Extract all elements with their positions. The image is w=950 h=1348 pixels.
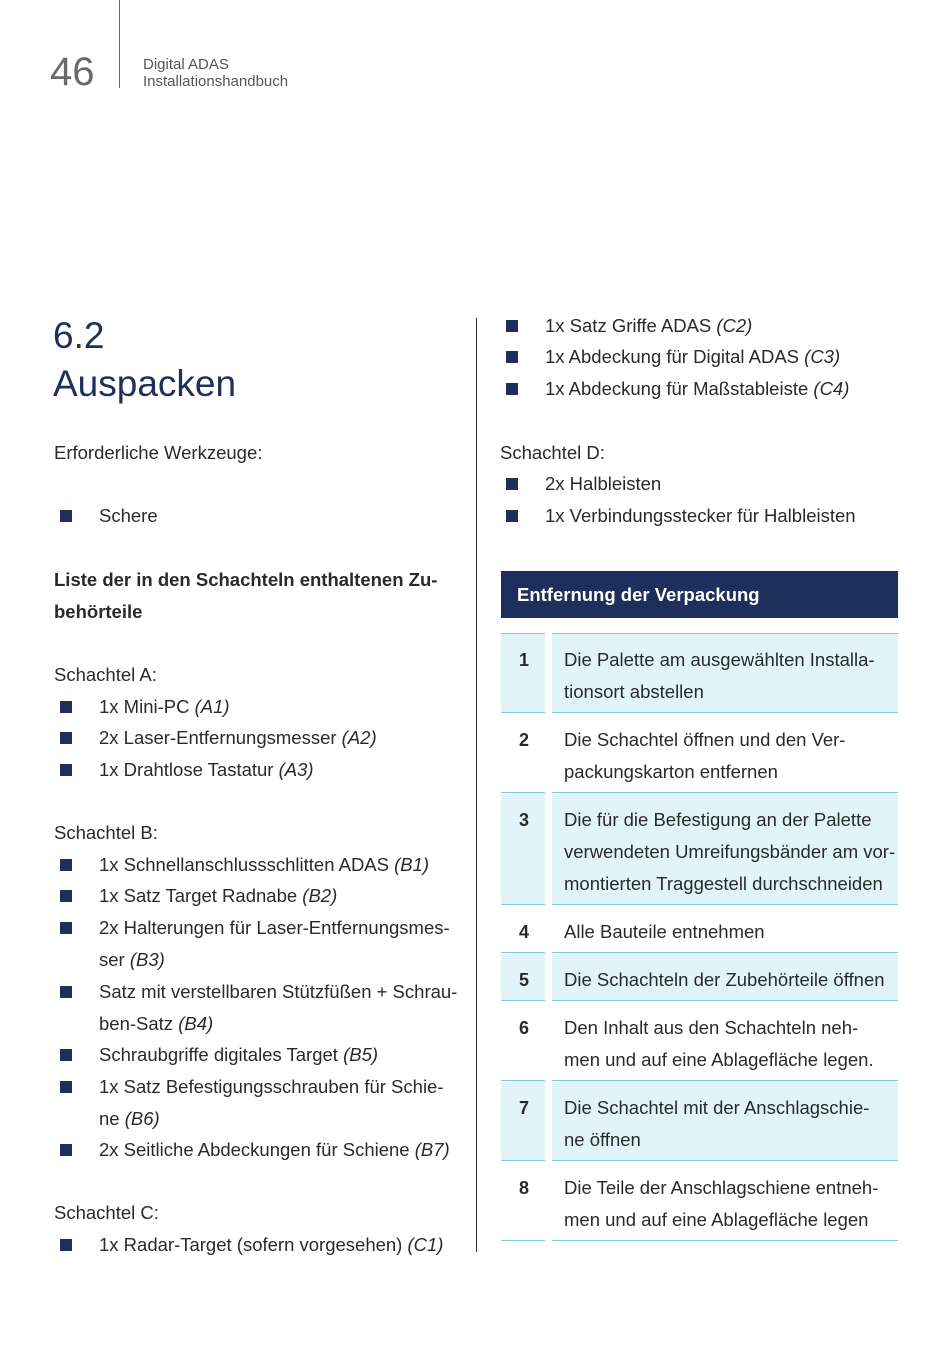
step-text-cell bbox=[552, 1082, 898, 1161]
bullet-icon bbox=[60, 890, 72, 902]
item-text: 1x Abdeckung für Digital ADAS bbox=[545, 346, 805, 367]
step-text-cell bbox=[552, 714, 898, 793]
step-text-cell bbox=[552, 954, 898, 1001]
list-item: 2x Halbleisten bbox=[545, 473, 662, 494]
item-ref: (C1) bbox=[407, 1234, 444, 1255]
list-item bbox=[545, 310, 752, 342]
bullet-icon bbox=[60, 732, 72, 744]
list-item bbox=[545, 373, 849, 405]
step-number-cell bbox=[501, 794, 545, 905]
item-text: 1x Schnellanschlussschlitten ADAS bbox=[99, 854, 395, 875]
list-item bbox=[99, 880, 337, 912]
step-text-cell bbox=[552, 906, 898, 953]
step-number-cell bbox=[501, 634, 545, 713]
box-b-label: Schachtel B: bbox=[54, 822, 158, 843]
step-text-cell bbox=[552, 794, 898, 905]
section-number: 6.2 bbox=[53, 315, 105, 356]
step-number-cell bbox=[501, 714, 545, 793]
step-number: 7 bbox=[519, 1098, 530, 1118]
item-ref: (B5) bbox=[343, 1044, 379, 1065]
item-text: 1x Radar-Target (sofern vorgesehen) bbox=[99, 1234, 408, 1255]
step-number-cell bbox=[501, 1162, 545, 1241]
document-title bbox=[143, 56, 288, 90]
table-header: Entfernung der Verpackung bbox=[501, 571, 898, 618]
bullet-icon bbox=[60, 764, 72, 776]
bullet-icon bbox=[506, 320, 518, 332]
list-item bbox=[99, 1134, 450, 1166]
bullet-icon bbox=[60, 701, 72, 713]
list-item bbox=[99, 1229, 443, 1261]
item-text: ben-Satz bbox=[99, 1013, 179, 1034]
list-item: 1x Verbindungsstecker für Halbleisten bbox=[545, 505, 856, 526]
bullet-icon bbox=[60, 1049, 72, 1061]
item-ref: (C4) bbox=[813, 378, 850, 399]
item-text: 2x Seitliche Abdeckungen für Schiene bbox=[99, 1139, 415, 1160]
item-ref: (B4) bbox=[178, 1013, 214, 1034]
bullet-icon bbox=[60, 922, 72, 934]
item-text: 1x Satz Griffe ADAS bbox=[545, 315, 717, 336]
bullet-icon bbox=[506, 383, 518, 395]
step-text-line: Die Schachtel öffnen und den Ver- bbox=[564, 729, 846, 750]
list-item bbox=[99, 754, 314, 786]
step-number: 1 bbox=[519, 650, 530, 670]
item-ref: (A1) bbox=[194, 696, 230, 717]
step-text-line: Die Teile der Anschlagschiene entneh- bbox=[564, 1177, 879, 1198]
document-title-line1: Digital ADAS bbox=[143, 56, 229, 73]
list-heading-line1: Liste der in den Schachteln enthaltenen Zu- bbox=[54, 569, 438, 590]
tools-label: Erforderliche Werkzeuge: bbox=[54, 442, 263, 463]
item-text: 2x Laser-Entfernungsmesser bbox=[99, 727, 342, 748]
step-text-line: men und auf eine Ablagefläche legen bbox=[564, 1209, 869, 1230]
column-divider bbox=[476, 318, 477, 1252]
step-number: 3 bbox=[519, 810, 530, 830]
step-number: 8 bbox=[519, 1178, 530, 1198]
step-text-line: montierten Traggestell durchschneiden bbox=[564, 873, 883, 894]
item-ref: (B3) bbox=[129, 949, 165, 970]
item-text: Schraubgriffe digitales Target bbox=[99, 1044, 344, 1065]
step-number-cell bbox=[501, 1082, 545, 1161]
bullet-icon bbox=[60, 1239, 72, 1251]
step-text-line: men und auf eine Ablagefläche legen. bbox=[564, 1049, 874, 1070]
step-text-cell bbox=[552, 1162, 898, 1241]
list-item-line2 bbox=[99, 944, 165, 976]
item-ref: (B1) bbox=[394, 854, 430, 875]
step-text-line: Alle Bauteile entnehmen bbox=[564, 921, 765, 942]
box-c-label: Schachtel C: bbox=[54, 1202, 159, 1223]
list-item-line2 bbox=[99, 1103, 160, 1135]
bullet-icon bbox=[506, 351, 518, 363]
tool-item: Schere bbox=[99, 505, 158, 526]
item-ref: (B2) bbox=[302, 885, 338, 906]
section-title: Auspacken bbox=[53, 363, 237, 404]
item-ref: (C2) bbox=[716, 315, 753, 336]
step-number-cell bbox=[501, 1002, 545, 1081]
header-divider bbox=[119, 0, 120, 88]
step-text-cell bbox=[552, 1002, 898, 1081]
item-ref: (C3) bbox=[804, 346, 841, 367]
step-number: 2 bbox=[519, 730, 530, 750]
step-number: 4 bbox=[519, 922, 530, 942]
list-heading-line2: behörteile bbox=[54, 601, 143, 622]
step-number: 5 bbox=[519, 970, 530, 990]
list-item-line1: Satz mit verstellbaren Stützfüßen + Schrau- bbox=[99, 981, 458, 1002]
bullet-icon bbox=[60, 986, 72, 998]
step-number-cell bbox=[501, 906, 545, 953]
bullet-icon bbox=[506, 510, 518, 522]
bullet-icon bbox=[60, 1144, 72, 1156]
step-number: 6 bbox=[519, 1018, 530, 1038]
item-text: 1x Mini-PC bbox=[99, 696, 195, 717]
bullet-icon bbox=[60, 1081, 72, 1093]
item-text: 1x Drahtlose Tastatur bbox=[99, 759, 279, 780]
list-item-line1: 2x Halterungen für Laser-Entfernungsmes- bbox=[99, 917, 450, 938]
step-text-line: verwendeten Umreifungsbänder am vor- bbox=[564, 841, 896, 862]
box-d-label: Schachtel D: bbox=[500, 442, 605, 463]
box-a-label: Schachtel A: bbox=[54, 664, 157, 685]
item-text: ne bbox=[99, 1108, 125, 1129]
page-number: 46 bbox=[50, 50, 95, 94]
list-item bbox=[99, 722, 377, 754]
item-text: 1x Abdeckung für Maßstableiste bbox=[545, 378, 814, 399]
bullet-icon bbox=[506, 478, 518, 490]
list-item bbox=[99, 1039, 378, 1071]
list-item-line2 bbox=[99, 1008, 213, 1040]
item-ref: (B6) bbox=[124, 1108, 160, 1129]
item-ref: (B7) bbox=[414, 1139, 450, 1160]
list-item bbox=[99, 849, 429, 881]
item-text: 1x Satz Target Radnabe bbox=[99, 885, 303, 906]
step-text-line: Die Schachtel mit der Anschlagschie- bbox=[564, 1097, 870, 1118]
step-text-line: Die für die Befestigung an der Palette bbox=[564, 809, 872, 830]
step-text-cell bbox=[552, 634, 898, 713]
bullet-icon bbox=[60, 510, 72, 522]
item-text: ser bbox=[99, 949, 130, 970]
step-text-line: Die Schachteln der Zubehörteile öffnen bbox=[564, 969, 885, 990]
step-text-line: tionsort abstellen bbox=[564, 681, 704, 702]
list-item-line1: 1x Satz Befestigungsschrauben für Schie- bbox=[99, 1076, 444, 1097]
step-text-line: ne öffnen bbox=[564, 1129, 641, 1150]
step-text-line: packungskarton entfernen bbox=[564, 761, 778, 782]
list-item bbox=[545, 341, 840, 373]
step-number-cell bbox=[501, 954, 545, 1001]
document-title-line2: Installationshandbuch bbox=[143, 73, 289, 90]
bullet-icon bbox=[60, 859, 72, 871]
step-text-line: Die Palette am ausgewählten Installa- bbox=[564, 649, 875, 670]
list-item bbox=[99, 691, 230, 723]
step-text-line: Den Inhalt aus den Schachteln neh- bbox=[564, 1017, 859, 1038]
item-ref: (A2) bbox=[341, 727, 377, 748]
item-ref: (A3) bbox=[278, 759, 314, 780]
